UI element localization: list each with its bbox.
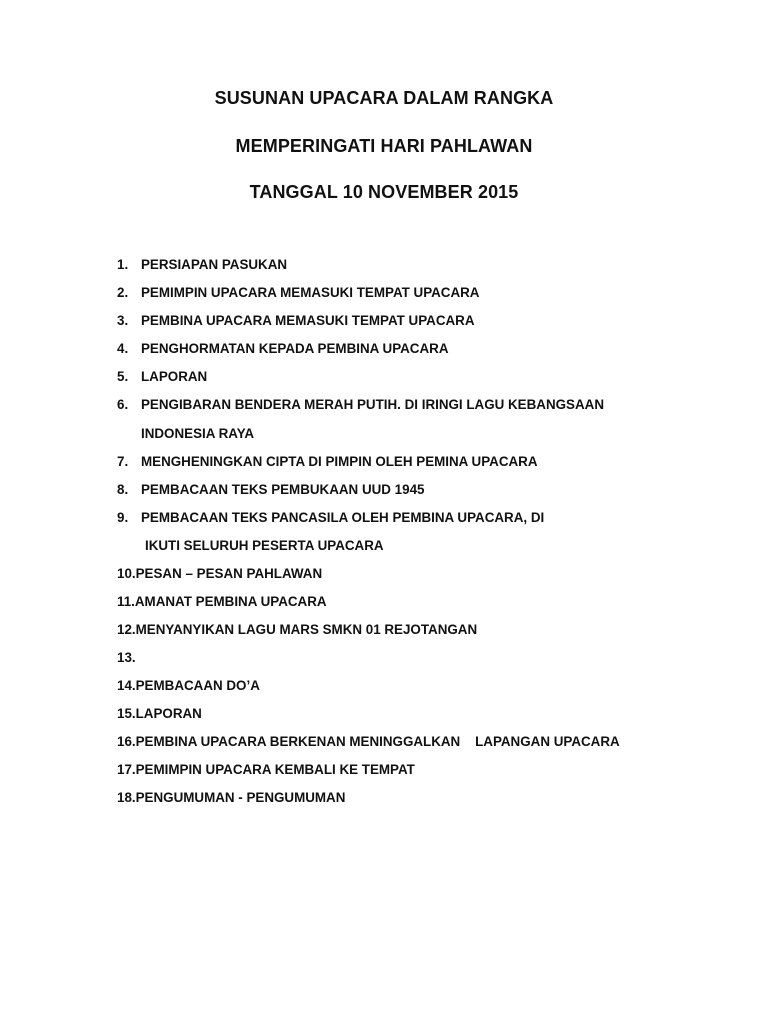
agenda-item-10: [117, 566, 322, 582]
item-text: MENGHENINGKAN CIPTA DI PIMPIN OLEH PEMINA UPACARA: [141, 454, 538, 469]
agenda-item-17: [117, 762, 415, 778]
agenda-item-5: [117, 369, 207, 385]
item-text: PESAN – PESAN PAHLAWAN: [135, 566, 323, 581]
item-number: 1.: [117, 257, 129, 272]
item-number: 2.: [117, 285, 129, 300]
agenda-item-3: [117, 313, 475, 329]
item-text: PERSIAPAN PASUKAN: [141, 257, 288, 272]
item-number: 3.: [117, 313, 129, 328]
agenda-item-9: [117, 510, 544, 526]
item-text: PENGHORMATAN KEPADA PEMBINA UPACARA: [141, 341, 449, 356]
item-text: PENGIBARAN BENDERA MERAH PUTIH. DI IRINGI LAGU KEBANGSAAN: [141, 397, 604, 412]
item-text: PEMBACAAN DO’A: [135, 678, 260, 693]
item-number: 12.: [117, 622, 136, 637]
agenda-item-18: [117, 790, 345, 806]
agenda-item-12: [117, 622, 477, 638]
item-number: 11.: [117, 594, 135, 609]
item-text: PEMIMPIN UPACARA KEMBALI KE TEMPAT: [135, 762, 415, 777]
agenda-item-15: [117, 706, 202, 722]
agenda-item-11: [117, 594, 327, 610]
agenda-item-1: [117, 257, 287, 273]
item-number: 7.: [117, 454, 129, 469]
title-line-2: MEMPERINGATI HARI PAHLAWAN: [235, 136, 533, 156]
item-number: 8.: [117, 482, 129, 497]
item-number: 16.: [117, 734, 136, 749]
item-number: 6.: [117, 397, 129, 412]
agenda-item-9-continuation: IKUTI SELURUH PESERTA UPACARA: [145, 538, 384, 553]
item-text: PEMBINA UPACARA MEMASUKI TEMPAT UPACARA: [141, 313, 475, 328]
item-text: PENGUMUMAN - PENGUMUMAN: [135, 790, 346, 805]
item-text: PEMBACAAN TEKS PANCASILA OLEH PEMBINA UPACARA, DI: [141, 510, 545, 525]
item-text: PEMIMPIN UPACARA MEMASUKI TEMPAT UPACARA: [141, 285, 480, 300]
item-number: 15.: [117, 706, 136, 721]
agenda-item-16: [117, 734, 620, 750]
item-number: 5.: [117, 369, 129, 384]
item-number: 17.: [117, 762, 136, 777]
title-line-1: SUSUNAN UPACARA DALAM RANGKA: [214, 88, 554, 108]
item-number: 14.: [117, 678, 136, 693]
item-text: MENYANYIKAN LAGU MARS SMKN 01 REJOTANGAN: [135, 622, 478, 637]
agenda-item-4: [117, 341, 448, 357]
title-line-3: TANGGAL 10 NOVEMBER 2015: [249, 182, 519, 202]
item-text: PEMBINA UPACARA BERKENAN MENINGGALKAN LAPANGAN UPACARA: [135, 734, 620, 749]
item-text: LAPORAN: [135, 706, 202, 721]
agenda-item-6: [117, 397, 604, 413]
item-number: 18.: [117, 790, 136, 805]
item-number: 9.: [117, 510, 129, 525]
agenda-item-6-continuation: INDONESIA RAYA: [141, 426, 255, 441]
agenda-item-13: [117, 650, 136, 666]
agenda-item-8: [117, 482, 424, 498]
item-text: PEMBACAAN TEKS PEMBUKAAN UUD 1945: [141, 482, 425, 497]
item-number: 10.: [117, 566, 136, 581]
agenda-item-14: [117, 678, 260, 694]
item-text: AMANAT PEMBINA UPACARA: [134, 594, 327, 609]
agenda-item-2: [117, 285, 479, 301]
item-number: 13.: [117, 650, 136, 665]
item-number: 4.: [117, 341, 129, 356]
item-text: LAPORAN: [141, 369, 208, 384]
agenda-item-7: [117, 454, 538, 470]
